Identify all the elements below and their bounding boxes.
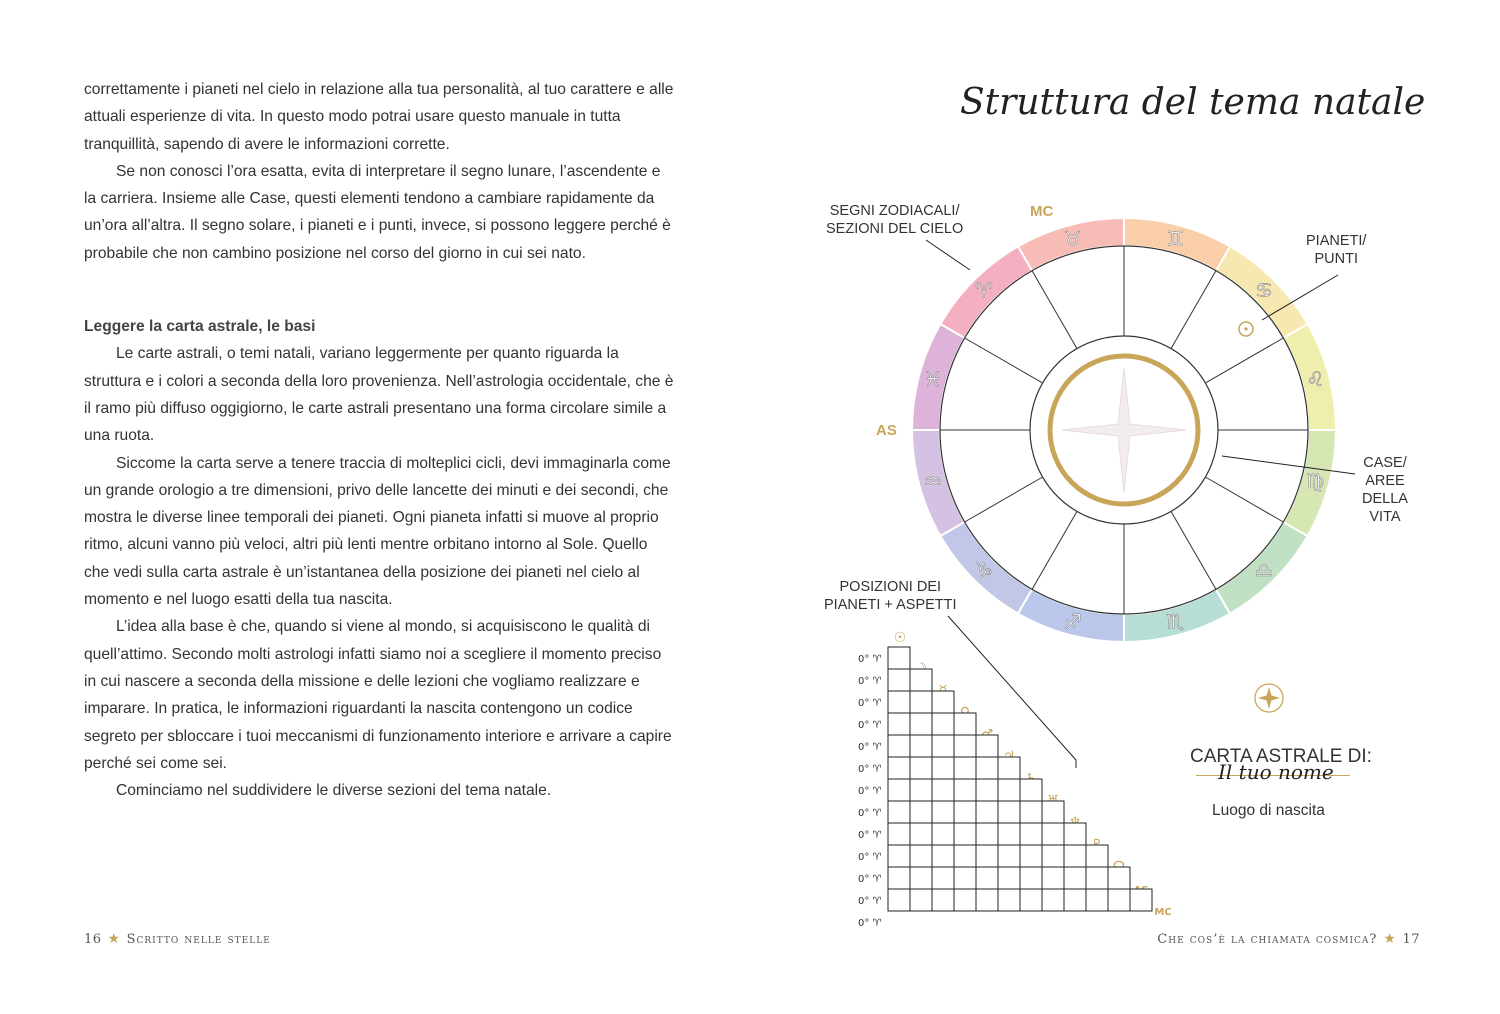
- degree-label: 0° ♈: [858, 808, 882, 819]
- aspect-cell: [1020, 823, 1042, 845]
- aspect-cell: [1042, 845, 1064, 867]
- aspect-cell: [888, 713, 910, 735]
- paragraph: Siccome la carta serve a tenere traccia di molteplici cicli, devi immaginarla come un grande orologio a tre dimensioni, privo delle lancette dei minuti e dei secondi, che mostra le diverse linee temporali dei pianeti. Ogni pianeta infatti si muove al proprio ritmo, alcuni vanno più veloci, altri più lenti mentre orbitano intorno al Sole. Quello che vedi sulla carta astrale è un’istantanea della posizione dei pianeti nel cielo al momento e nel luogo esatti della tua nascita.: [84, 454, 671, 609]
- aspect-cell: [888, 845, 910, 867]
- star-icon: ★: [107, 931, 121, 947]
- aspect-cell: [888, 867, 910, 889]
- zodiac-glyph-icon: ♍: [1306, 469, 1325, 494]
- paragraph: Se non conosci l’ora esatta, evita di interpretare il segno lunare, l’ascendente e la carriera. Insieme alle Case, questi elementi tendono a cambiare rapidamente da un’ora all’altra. Il segno solare, i pianeti e i punti, invece, si possono leggere perché è probabile che non cambino posizione nel corso del giorno in cui sei nato.: [84, 162, 671, 262]
- aspect-cell: [1130, 889, 1152, 911]
- aspect-cell: [1020, 889, 1042, 911]
- aspect-cell: [910, 779, 932, 801]
- aspect-cell: [954, 823, 976, 845]
- label-positions: POSIZIONI DEI PIANETI + ASPETTI: [824, 579, 957, 613]
- sun-dot: [1244, 327, 1247, 330]
- page-title: Struttura del tema natale: [960, 82, 1426, 123]
- label-planets: PIANETI/ PUNTI: [1306, 233, 1367, 267]
- aspect-cell: [888, 889, 910, 911]
- aspect-cell: [1042, 823, 1064, 845]
- degree-label: 0° ♈: [858, 918, 882, 929]
- aspect-cell: [998, 779, 1020, 801]
- aspect-cell: [932, 735, 954, 757]
- planet-glyph-icon: ☉: [893, 630, 907, 646]
- degree-label: 0° ♈: [858, 874, 882, 885]
- aspect-cell: [910, 823, 932, 845]
- aspect-cell: [888, 647, 910, 669]
- aspect-cell: [976, 801, 998, 823]
- aspect-cell: [910, 691, 932, 713]
- aspect-cell: [932, 867, 954, 889]
- aspect-cell: [888, 801, 910, 823]
- aspect-cell: [998, 757, 1020, 779]
- degree-label: 0° ♈: [858, 830, 882, 841]
- aspect-cell: [1086, 889, 1108, 911]
- emblem-star: [1258, 687, 1280, 709]
- aspect-cell: [932, 823, 954, 845]
- aspect-cell: [1086, 867, 1108, 889]
- zodiac-glyph-icon: ♓: [923, 366, 942, 391]
- aspect-cell: [910, 801, 932, 823]
- aspect-cell: [1020, 867, 1042, 889]
- aspect-cell: [954, 867, 976, 889]
- aspect-cell: [932, 757, 954, 779]
- zodiac-glyph-icon: ♌: [1306, 366, 1325, 391]
- aspect-cell: [1020, 779, 1042, 801]
- aspect-cell: [954, 757, 976, 779]
- aspect-cell: [910, 867, 932, 889]
- paragraph: Cominciamo nel suddividere le diverse sezioni del tema natale.: [116, 782, 552, 800]
- degree-label: 0° ♈: [858, 786, 882, 797]
- aspect-cell: [888, 669, 910, 691]
- label-houses: CASE/ AREE DELLA VITA: [1362, 455, 1408, 525]
- label-zodiac-signs: SEGNI ZODIACALI/ SEZIONI DEL CIELO: [826, 203, 964, 237]
- card-place: Luogo di nascita: [1212, 802, 1325, 819]
- running-title: Che cos’è la chiamata cosmica?: [1157, 932, 1378, 947]
- aspect-cell: [1064, 823, 1086, 845]
- degree-label: 0° ♈: [858, 852, 882, 863]
- aspect-cell: [998, 845, 1020, 867]
- aspect-cell: [910, 757, 932, 779]
- card-name: Il tuo nome: [1218, 760, 1334, 784]
- zodiac-glyph-icon: ♋: [1255, 277, 1273, 302]
- degree-label: 0° ♈: [858, 676, 882, 687]
- zodiac-glyph-icon: ♐: [1063, 609, 1082, 634]
- aspect-cell: [932, 889, 954, 911]
- degree-label: 0° ♈: [858, 698, 882, 709]
- aspect-cell: [932, 713, 954, 735]
- aspect-cell: [932, 691, 954, 713]
- aspect-cell: [1064, 889, 1086, 911]
- aspect-cell: [954, 889, 976, 911]
- aspect-cell: [1042, 889, 1064, 911]
- running-title: Scritto nelle stelle: [126, 932, 271, 947]
- aspect-cell: [976, 735, 998, 757]
- aspect-cell: [888, 735, 910, 757]
- zodiac-glyph-icon: ♊: [1166, 226, 1185, 251]
- zodiac-glyph-icon: ♏: [1166, 609, 1185, 634]
- degree-label: 0° ♈: [858, 764, 882, 775]
- aspect-cell: [976, 823, 998, 845]
- aspect-cell: [976, 889, 998, 911]
- degree-label: 0° ♈: [858, 742, 882, 753]
- degree-label: 0° ♈: [858, 896, 882, 907]
- aspect-cell: [1042, 801, 1064, 823]
- aspect-cell: [1020, 845, 1042, 867]
- aspect-cell: [888, 823, 910, 845]
- aspect-cell: [998, 867, 1020, 889]
- leader-signs: [926, 240, 970, 270]
- aspect-cell: [1108, 867, 1130, 889]
- zodiac-glyph-icon: ♈: [975, 277, 993, 302]
- aspect-cell: [1020, 801, 1042, 823]
- page-number: 17: [1402, 932, 1420, 947]
- aspect-cell: [954, 713, 976, 735]
- page-number: 16: [84, 932, 102, 947]
- paragraph: correttamente i pianeti nel cielo in relazione alla tua personalità, al tuo carattere e alle attuali esperienze di vita. In questo modo potrai usare questo manuale in tutta tranquillità, sapendo di avere le informazioni corrette.: [84, 81, 674, 153]
- zodiac-glyph-icon: ♉: [1063, 226, 1082, 251]
- label-as: AS: [876, 422, 897, 439]
- paragraph: L’idea alla base è che, quando si viene al mondo, si acquisiscono le qualità di quell’attimo. Secondo molti astrologi infatti siamo noi a scegliere il momento preciso in cui nascere a seconda della missione e delle lezioni che vogliamo realizzare e imparare. In pratica, le informazioni riguardanti la nascita contengono un codice segreto per sbloccare i tuoi meccanismi di funzionamento interiore e arrivare a capire perché sei come sei.: [84, 618, 672, 772]
- planet-glyph-icon: MC: [1154, 907, 1172, 918]
- aspect-cell: [954, 779, 976, 801]
- card-title: CARTA ASTRALE DI:: [1190, 746, 1372, 767]
- aspect-cell: [932, 801, 954, 823]
- aspect-cell: [1086, 845, 1108, 867]
- aspect-cell: [954, 845, 976, 867]
- aspect-cell: [976, 845, 998, 867]
- aspect-cell: [888, 691, 910, 713]
- aspect-cell: [976, 757, 998, 779]
- aspect-cell: [998, 823, 1020, 845]
- zodiac-glyph-icon: ♎: [1255, 558, 1273, 583]
- paragraph: Le carte astrali, o temi natali, variano leggermente per quanto riguarda la struttura e i colori a seconda della loro provenienza. Nell’astrologia occidentale, che è il ramo più diffuso oggigiorno, le carte astrali presentano una forma circolare simile a una ruota.: [84, 345, 674, 445]
- aspect-cell: [888, 779, 910, 801]
- aspect-cell: [910, 669, 932, 691]
- aspect-cell: [1042, 867, 1064, 889]
- aspect-cell: [976, 867, 998, 889]
- zodiac-glyph-icon: ♒: [923, 469, 942, 494]
- star-icon: ★: [1383, 931, 1397, 947]
- zodiac-glyph-icon: ♑: [975, 558, 993, 583]
- aspect-cell: [888, 757, 910, 779]
- aspect-cell: [954, 801, 976, 823]
- degree-label: 0° ♈: [858, 654, 882, 665]
- aspect-cell: [998, 801, 1020, 823]
- aspect-cell: [932, 845, 954, 867]
- aspect-cell: [910, 735, 932, 757]
- aspect-cell: [932, 779, 954, 801]
- label-mc: MC: [1030, 203, 1054, 220]
- aspect-cell: [998, 889, 1020, 911]
- aspect-cell: [910, 713, 932, 735]
- aspect-cell: [910, 845, 932, 867]
- degree-label: 0° ♈: [858, 720, 882, 731]
- aspect-cell: [954, 735, 976, 757]
- aspect-cell: [976, 779, 998, 801]
- section-heading: Leggere la carta astrale, le basi: [84, 318, 316, 336]
- aspect-cell: [1064, 845, 1086, 867]
- aspect-cell: [1108, 889, 1130, 911]
- footer-right: [1157, 931, 1420, 947]
- aspect-cell: [910, 889, 932, 911]
- aspect-cell: [1064, 867, 1086, 889]
